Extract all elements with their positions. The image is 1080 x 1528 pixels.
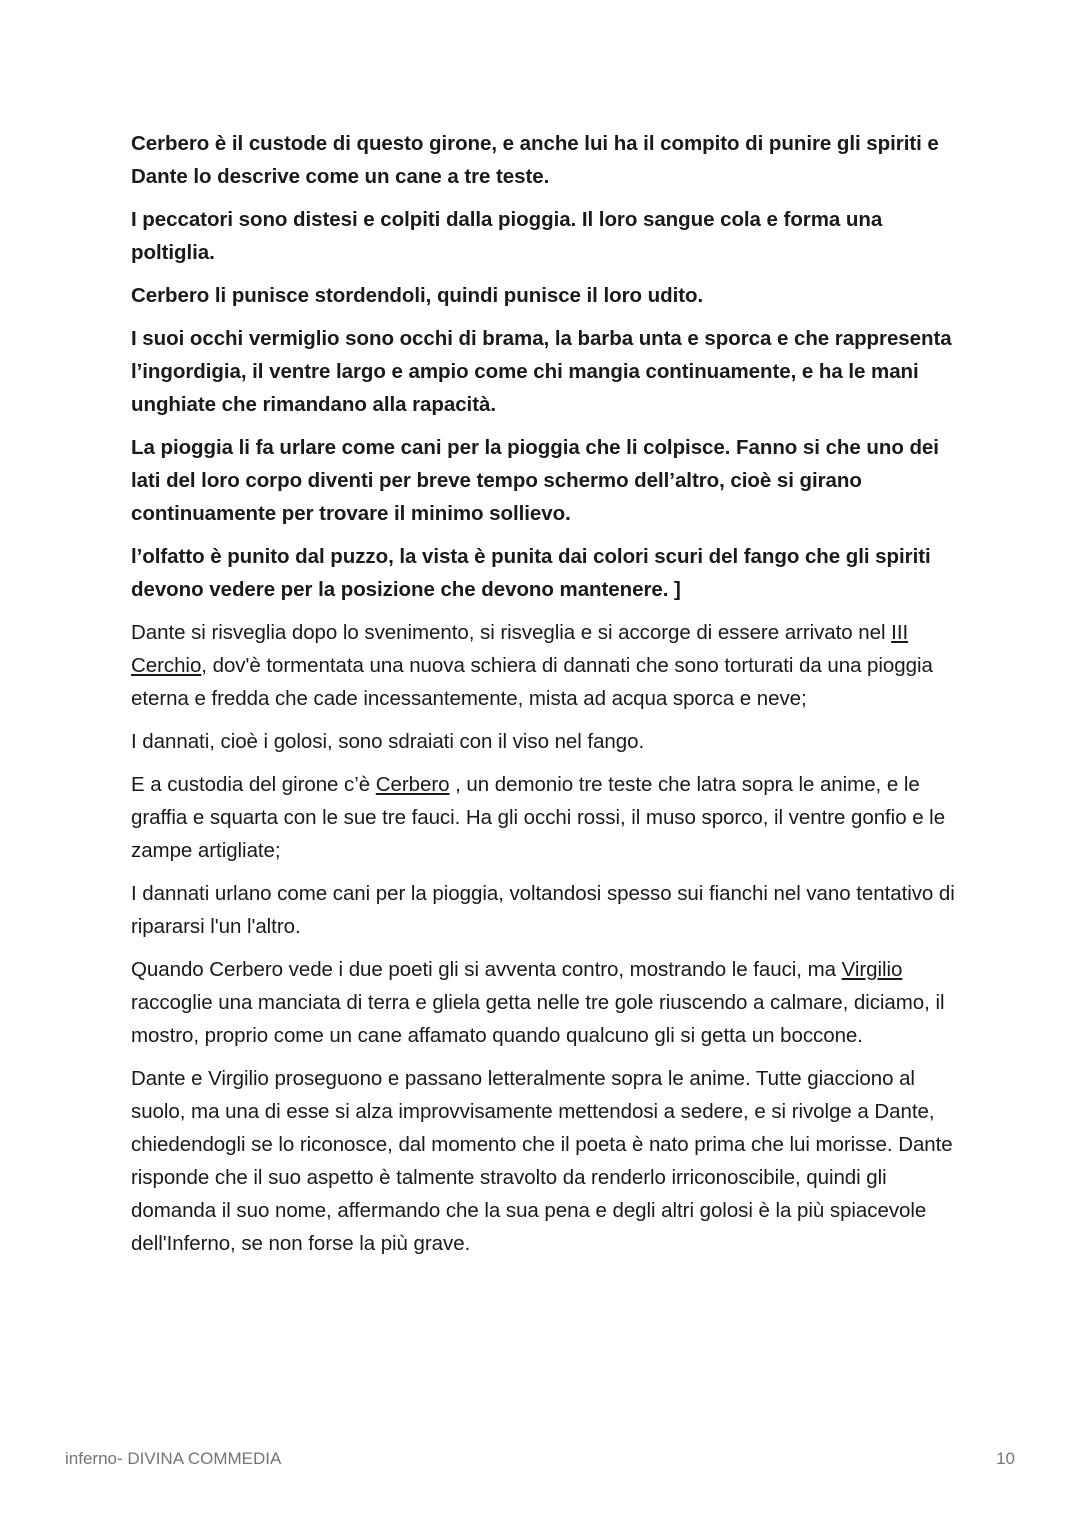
paragraph-custodia: [131, 768, 961, 867]
text-segment: , un demonio tre teste che latra sopra le anime, e le graffia e squarta con le sue tre fauci. Ha gli occhi rossi, il muso sporco, il ventre gonfio e le zampe artigliate;: [131, 773, 946, 862]
document-body: [131, 127, 961, 1260]
paragraph-golosi: I dannati, cioè i golosi, sono sdraiati con il viso nel fango.: [131, 730, 645, 753]
paragraph-pioggia-urlare: La pioggia li fa urlare come cani per la pioggia che li colpisce. Fanno si che uno dei lati del loro corpo diventi per breve tempo schermo dell’altro, cioè si girano continuamente per trovare il minimo sollievo.: [131, 436, 939, 525]
text-segment: E a custodia del girone c’è: [131, 773, 376, 796]
paragraph-cerbero-custode: Cerbero è il custode di questo girone, e anche lui ha il compito di punire gli spiriti e Dante lo descrive come un cane a tre teste.: [131, 132, 939, 188]
text-segment: , dov'è tormentata una nuova schiera di dannati che sono torturati da una pioggia eterna e fredda che cade incessantemente, mista ad acqua sporca e neve;: [131, 654, 933, 710]
paragraph-olfatto: l’olfatto è punito dal puzzo, la vista è punita dai colori scuri del fango che gli spiriti devono vedere per la posizione che devono mantenere. ]: [131, 545, 931, 601]
link-virgilio[interactable]: Virgilio: [841, 958, 903, 981]
footer-page-number: 10: [996, 1449, 1015, 1468]
text-segment: Quando Cerbero vede i due poeti gli si avventa contro, mostrando le fauci, ma: [131, 958, 842, 981]
paragraph-peccatori-distesi: I peccatori sono distesi e colpiti dalla pioggia. Il loro sangue cola e forma una poltiglia.: [131, 208, 883, 264]
text-segment: raccoglie una manciata di terra e gliela getta nelle tre gole riuscendo a calmare, diciamo, il mostro, proprio come un cane affamato quando qualcuno gli si getta un boccone.: [131, 991, 945, 1047]
link-cerbero[interactable]: Cerbero: [375, 773, 450, 796]
paragraph-occhi-vermiglio: I suoi occhi vermiglio sono occhi di brama, la barba unta e sporca e che rappresenta l’ingordigia, il ventre largo e ampio come chi mangia continuamente, e ha le mani unghiate che rimandano alla rapacità.: [131, 327, 952, 416]
footer-document-title: inferno- DIVINA COMMEDIA: [65, 1449, 282, 1468]
link-iii-cerchio[interactable]: III Cerchio: [131, 621, 909, 677]
paragraph-dannati-urlano: I dannati urlano come cani per la pioggia, voltandosi spesso sui fianchi nel vano tentativo di ripararsi l'un l'altro.: [131, 882, 955, 938]
paragraph-proseguono: Dante e Virgilio proseguono e passano letteralmente sopra le anime. Tutte giacciono al suolo, ma una di esse si alza improvvisamente mettendosi a sedere, e si rivolge a Dante, chiedendogli se lo riconosce, dal momento che il poeta è nato prima che lui morisse. Dante risponde che il suo aspetto è talmente stravolto da renderlo irriconoscibile, quindi gli domanda il suo nome, affermando che la sua pena e degli altri golosi è la più spiacevole dell'Inferno, se non forse la più grave.: [131, 1067, 953, 1255]
paragraph-virgilio: [131, 953, 961, 1052]
text-segment: Dante si risveglia dopo lo svenimento, si risveglia e si accorge di essere arrivato nel: [131, 621, 892, 644]
paragraph-risveglio: [131, 616, 961, 715]
paragraph-cerbero-punisce: Cerbero li punisce stordendoli, quindi punisce il loro udito.: [131, 284, 704, 307]
